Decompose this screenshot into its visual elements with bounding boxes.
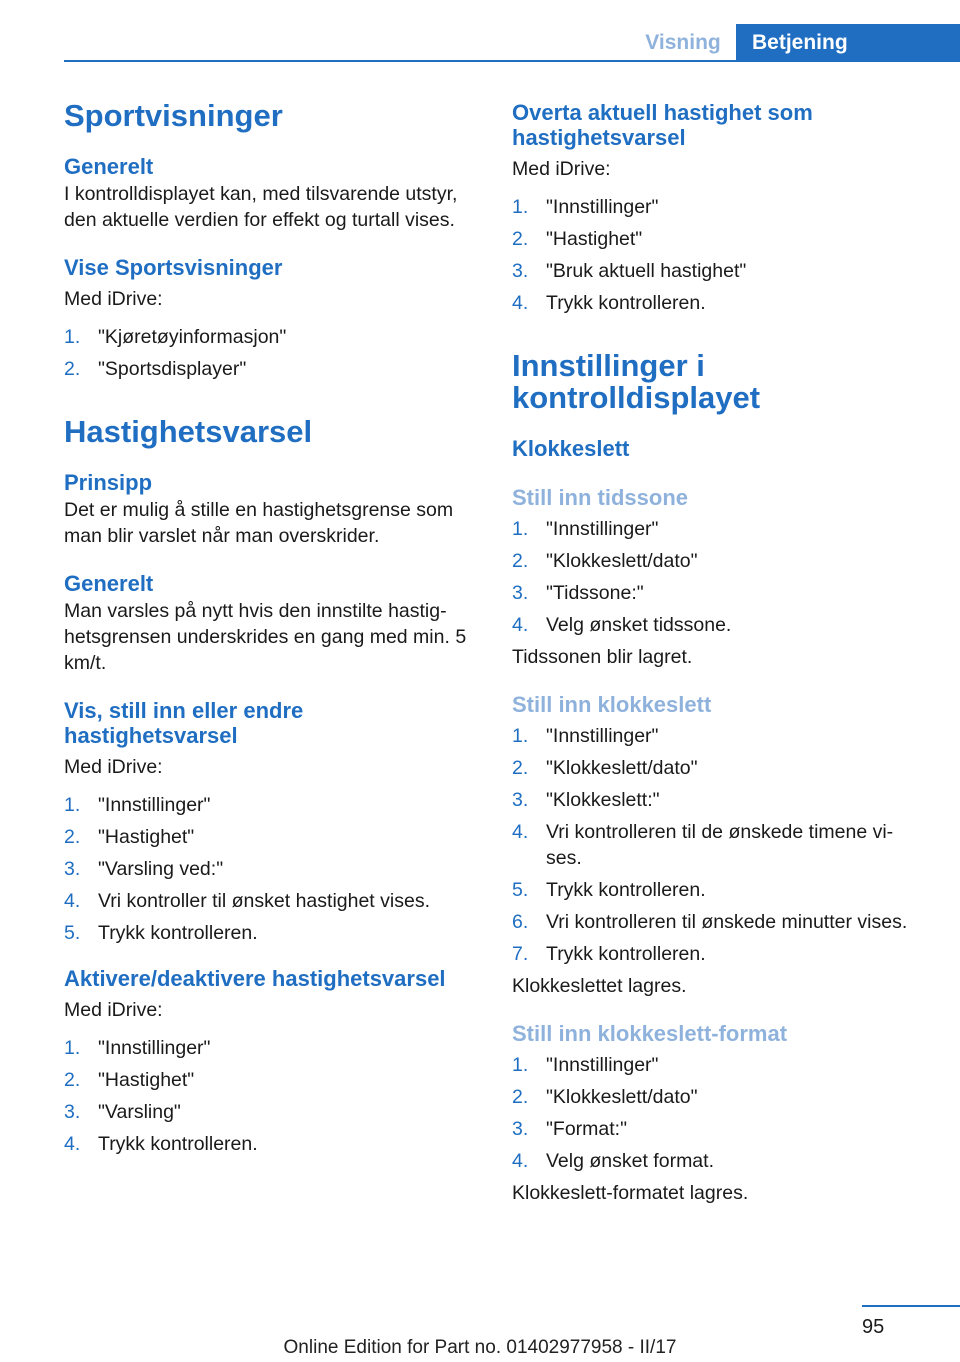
- list-item-text: "Hastighet": [546, 228, 643, 250]
- list-item-text: Trykk kontrolleren.: [546, 943, 706, 965]
- heading-prinsipp: Prinsipp: [64, 470, 153, 495]
- list-item: [64, 1035, 474, 1061]
- heading-still-inn-klokkeslett: Still inn klokkeslett: [512, 692, 712, 717]
- list-item: [512, 1052, 924, 1078]
- list-item: [512, 819, 924, 871]
- paragraph-generelt: I kontrolldisplayet kan, med tilsvarende utstyr, den aktuelle verdien for effekt og turtall vises.: [64, 183, 458, 231]
- paragraph-med-idrive-3: Med iDrive:: [64, 999, 163, 1021]
- list-item-number: 5.: [512, 879, 529, 901]
- heading-klokkeslett: Klokkeslett: [512, 436, 630, 461]
- list-format: [512, 1052, 924, 1174]
- list-item-number: 1.: [512, 196, 529, 218]
- list-item-text: "Format:": [546, 1118, 628, 1140]
- list-item-text: "Innstillinger": [98, 794, 211, 816]
- list-item: [512, 580, 924, 606]
- list-item: [512, 258, 924, 284]
- list-item-text: "Varsling": [98, 1101, 181, 1123]
- list-item: [512, 941, 924, 967]
- list-item-text: "Innstillinger": [546, 1054, 659, 1076]
- list-item: [64, 1067, 474, 1093]
- heading-generelt: Generelt: [64, 154, 154, 179]
- list-item-text: "Klokkeslett/dato": [546, 1086, 698, 1108]
- list-vise: [64, 324, 474, 382]
- list-item-text: Vri kontroller til ønsket hastighet vises.: [98, 890, 430, 912]
- list-item: [512, 1148, 924, 1174]
- list-item-text: "Innstillinger": [546, 725, 659, 747]
- list-item-number: 3.: [512, 260, 529, 282]
- list-item-number: 4.: [512, 1150, 529, 1172]
- list-item-number: 2.: [512, 550, 529, 572]
- list-item-number: 1.: [512, 725, 529, 747]
- list-item-number: 2.: [64, 1069, 81, 1091]
- paragraph-prinsipp: Det er mulig å stille en hastighetsgrense som man blir varslet når man overskrider.: [64, 499, 454, 547]
- list-item-text: "Klokkeslett:": [546, 789, 660, 811]
- list-item-text: "Sportsdisplayer": [98, 358, 247, 380]
- list-item: [64, 1099, 474, 1125]
- list-item-number: 1.: [512, 518, 529, 540]
- list-item-text: Vri kontrolleren til de ønskede timene vi‐ ses.: [546, 821, 894, 869]
- list-item: [64, 888, 474, 914]
- list-item: [512, 612, 924, 638]
- list-item-number: 2.: [64, 826, 81, 848]
- list-item-text: "Hastighet": [98, 1069, 195, 1091]
- list-item-text: "Innstillinger": [546, 518, 659, 540]
- list-item-text: Trykk kontrolleren.: [546, 292, 706, 314]
- footer-rule: [862, 1305, 960, 1307]
- heading-still-inn-tidssone: Still inn tidssone: [512, 485, 689, 510]
- heading-still-inn-format: Still inn klokkeslett-format: [512, 1021, 788, 1046]
- list-item: [64, 824, 474, 850]
- list-item: [512, 516, 924, 542]
- list-item-number: 4.: [512, 821, 529, 843]
- heading-innstillinger-kontrolldisplayet: Innstillinger i kontrolldisplayet: [512, 348, 761, 415]
- list-item-number: 2.: [512, 1086, 529, 1108]
- right-column: [512, 100, 924, 1206]
- heading-vis-still-inn: Vis, still inn eller endre hastighetsvarsel: [64, 698, 304, 748]
- list-item-text: "Bruk aktuell hastighet": [546, 260, 747, 282]
- list-item-number: 6.: [512, 911, 529, 933]
- list-item-number: 1.: [64, 794, 81, 816]
- list-item-text: Trykk kontrolleren.: [546, 879, 706, 901]
- heading-generelt-2: Generelt: [64, 571, 154, 596]
- list-item: [512, 1084, 924, 1110]
- list-item: [64, 356, 474, 382]
- edition-text: Online Edition for Part no. 01402977958 - II/17: [283, 1337, 677, 1358]
- list-item-text: "Innstillinger": [546, 196, 659, 218]
- heading-hastighetsvarsel: Hastighetsvarsel: [64, 414, 313, 449]
- list-item-text: "Klokkeslett/dato": [546, 757, 698, 779]
- list-item-text: "Klokkeslett/dato": [546, 550, 698, 572]
- list-item-text: Trykk kontrolleren.: [98, 1133, 258, 1155]
- list-item-number: 3.: [64, 858, 81, 880]
- list-overta: [512, 194, 924, 316]
- list-item-number: 2.: [64, 358, 81, 380]
- list-item: [512, 909, 924, 935]
- list-item: [64, 856, 474, 882]
- list-item-number: 2.: [512, 228, 529, 250]
- list-item-number: 3.: [512, 789, 529, 811]
- heading-sportvisninger: Sportvisninger: [64, 98, 283, 133]
- list-item-number: 1.: [64, 1037, 81, 1059]
- list-item-number: 4.: [512, 614, 529, 636]
- page-number: 95: [862, 1316, 885, 1338]
- list-item-text: "Innstillinger": [98, 1037, 211, 1059]
- paragraph-med-idrive-4: Med iDrive:: [512, 158, 611, 180]
- list-item-number: 3.: [512, 582, 529, 604]
- paragraph-generelt-2: Man varsles på nytt hvis den innstilte hastig‐ hetsgrensen underskrides en gang med min. 5 km/t.: [64, 600, 467, 674]
- list-item: [512, 226, 924, 252]
- list-item-text: Trykk kontrolleren.: [98, 922, 258, 944]
- list-item-text: Velg ønsket format.: [546, 1150, 714, 1172]
- list-item-text: "Kjøretøyinformasjon": [98, 326, 287, 348]
- list-item: [512, 755, 924, 781]
- list-item-text: Vri kontrolleren til ønskede minutter vises.: [546, 911, 908, 933]
- list-item: [64, 792, 474, 818]
- list-item-text: "Tidssone:": [546, 582, 644, 604]
- list-item: [64, 324, 474, 350]
- left-column: [64, 100, 474, 1163]
- list-item-text: "Hastighet": [98, 826, 195, 848]
- list-tidssone: [512, 516, 924, 638]
- list-item: [512, 548, 924, 574]
- list-item-number: 7.: [512, 943, 529, 965]
- list-item-number: 3.: [512, 1118, 529, 1140]
- list-item: [512, 723, 924, 749]
- list-item: [64, 1131, 474, 1157]
- list-item-number: 4.: [64, 890, 81, 912]
- list-item-number: 1.: [512, 1054, 529, 1076]
- list-item: [512, 877, 924, 903]
- paragraph-klokkeslett: Klokkeslettet lagres.: [512, 975, 687, 997]
- list-item-number: 4.: [512, 292, 529, 314]
- list-klokkeslett: [512, 723, 924, 967]
- tab-betjening[interactable]: Betjening: [736, 24, 960, 62]
- paragraph-tidssone: Tidssonen blir lagret.: [512, 646, 693, 668]
- heading-vise-sportsvisninger: Vise Sportsvisninger: [64, 255, 283, 280]
- heading-aktivere: Aktivere/deaktivere hastighetsvarsel: [64, 966, 446, 991]
- list-item: [512, 290, 924, 316]
- paragraph-format: Klokkeslett-formatet lagres.: [512, 1182, 749, 1204]
- list-item-number: 3.: [64, 1101, 81, 1123]
- list-item-number: 1.: [64, 326, 81, 348]
- list-item-number: 2.: [512, 757, 529, 779]
- list-item-text: "Varsling ved:": [98, 858, 224, 880]
- paragraph-med-idrive-2: Med iDrive:: [64, 756, 163, 778]
- list-item: [512, 787, 924, 813]
- list-item-number: 4.: [64, 1133, 81, 1155]
- list-item-number: 5.: [64, 922, 81, 944]
- list-item: [512, 194, 924, 220]
- heading-overta: Overta aktuell hastighet som hastighetsvarsel: [512, 100, 813, 150]
- list-item: [512, 1116, 924, 1142]
- paragraph-med-idrive: Med iDrive:: [64, 288, 163, 310]
- list-item-text: Velg ønsket tidssone.: [546, 614, 732, 636]
- list-item: [64, 920, 474, 946]
- list-vis: [64, 792, 474, 946]
- tab-visning[interactable]: Visning: [645, 31, 721, 54]
- list-aktivere: [64, 1035, 474, 1157]
